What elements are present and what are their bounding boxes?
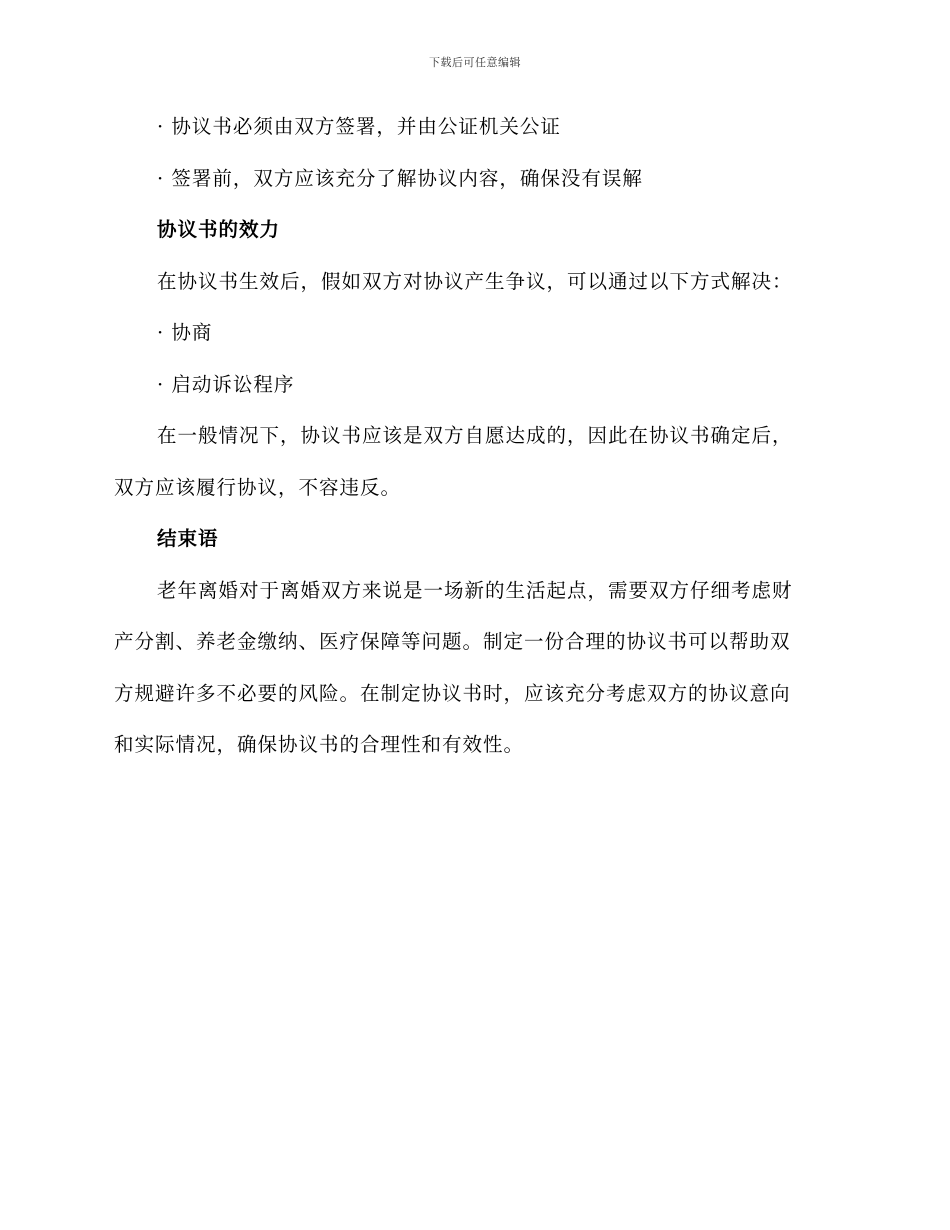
paragraph-line: 在一般情况下，协议书应该是双方自愿达成的，因此在协议书确定后， [157, 424, 793, 447]
document-body [114, 108, 834, 778]
paragraph-general [114, 417, 834, 507]
section-heading-conclusion: 结束语 [157, 527, 219, 550]
section-heading-effect: 协议书的效力 [157, 218, 281, 241]
paragraph-line: 双方应该履行协议，不容违反。 [114, 475, 402, 499]
paragraph-dispute: 在协议书生效后，假如双方对协议产生争议，可以通过以下方式解决： [157, 269, 793, 293]
bullet-notarization: · 协议书必须由双方签署，并由公证机关公证 [157, 115, 561, 138]
bullet-litigation: · 启动诉讼程序 [157, 372, 295, 396]
paragraph-line: 和实际情况，确保协议书的合理性和有效性。 [114, 733, 525, 756]
paragraph-conclusion [114, 572, 834, 765]
paragraph-line: 老年离婚对于离婚双方来说是一场新的生活起点，需要双方仔细考虑财 [157, 578, 793, 602]
page-header: 下载后可任意编辑 [429, 56, 521, 69]
bullet-negotiation: · 协商 [157, 321, 213, 344]
paragraph-line: 产分割、养老金缴纳、医疗保障等问题。制定一份合理的协议书可以帮助双 [114, 630, 791, 653]
bullet-understanding: · 签署前，双方应该充分了解协议内容，确保没有误解 [157, 166, 643, 190]
paragraph-line: 方规避许多不必要的风险。在制定协议书时，应该充分考虑双方的协议意向 [114, 681, 791, 705]
